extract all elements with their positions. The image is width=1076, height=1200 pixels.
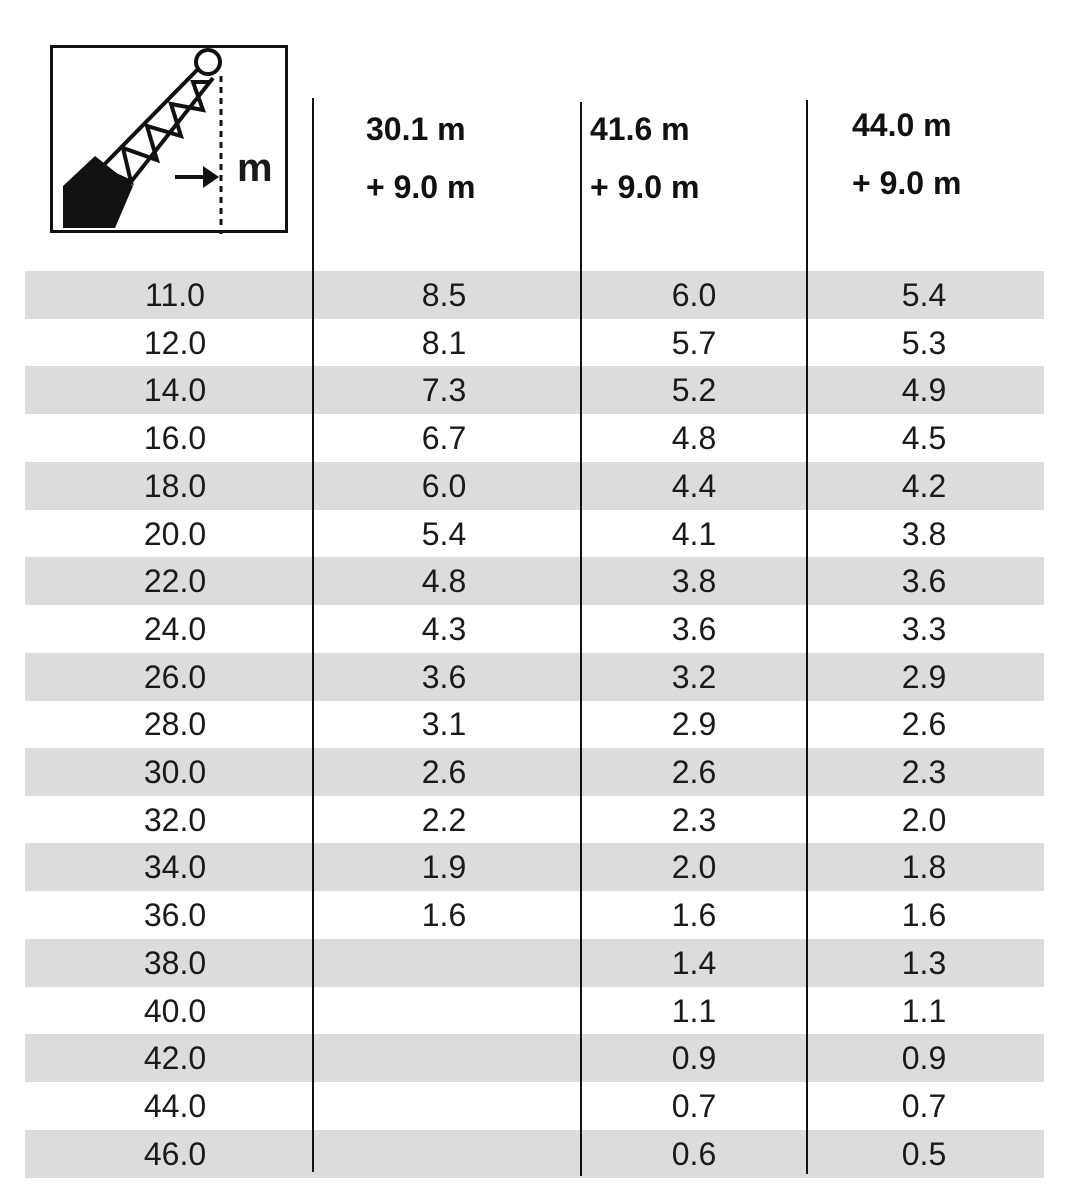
column-header-1 [366, 100, 475, 216]
radius-cell: 32.0 [143, 801, 207, 838]
column-divider [580, 102, 582, 1176]
column-divider [806, 100, 808, 1174]
capacity-cell-col2: 5.7 [671, 324, 717, 361]
table-row [25, 748, 1044, 796]
radius-cell: 40.0 [143, 992, 207, 1029]
capacity-cell-col1: 1.9 [421, 849, 467, 886]
capacity-cell-col2: 3.6 [671, 610, 717, 647]
radius-cell: 28.0 [143, 706, 207, 743]
radius-cell: 18.0 [143, 467, 207, 504]
column-header-3-line2: + 9.0 m [852, 165, 962, 201]
capacity-cell-col3: 1.1 [901, 992, 947, 1029]
table-row [25, 414, 1044, 462]
radius-cell: 30.0 [143, 754, 207, 790]
column-header-2 [590, 100, 699, 216]
capacity-cell-col1: 5.4 [421, 515, 467, 552]
table-row [25, 557, 1044, 605]
radius-cell: 46.0 [143, 1135, 207, 1172]
capacity-cell-col2: 5.2 [671, 372, 717, 409]
capacity-cell-col2: 0.9 [671, 1040, 717, 1077]
capacity-cell-col2: 1.4 [671, 944, 717, 981]
crane-radius-icon [50, 45, 288, 233]
capacity-cell-col2: 4.8 [671, 420, 717, 457]
column-header-3 [852, 96, 961, 212]
table-row [25, 891, 1044, 939]
capacity-cell-col2: 1.6 [671, 897, 717, 934]
radius-cell: 11.0 [145, 277, 205, 313]
column-header-1-line1: 30.1 m [366, 111, 466, 147]
radius-cell: 26.0 [143, 658, 207, 695]
capacity-cell-col2: 4.4 [671, 467, 717, 504]
capacity-cell-col2: 0.7 [671, 1087, 717, 1124]
capacity-cell-col1 [369, 987, 519, 1035]
capacity-cell-col1: 8.5 [421, 277, 467, 313]
radius-cell: 38.0 [143, 944, 207, 981]
table-row [25, 1034, 1044, 1082]
capacity-cell-col3: 3.8 [901, 515, 947, 552]
capacity-cell-col1 [369, 1130, 519, 1178]
capacity-cell-col1: 2.2 [421, 801, 467, 838]
capacity-cell-col2: 6.0 [671, 277, 717, 313]
capacity-cell-col2: 0.6 [671, 1135, 717, 1172]
capacity-cell-col1: 3.1 [421, 706, 467, 743]
column-header-1-line2: + 9.0 m [366, 169, 476, 205]
table-row [25, 843, 1044, 891]
radius-unit-label: m [237, 146, 273, 190]
capacity-cell-col1: 6.7 [421, 420, 467, 457]
capacity-cell-col3: 0.5 [901, 1135, 947, 1172]
table-row [25, 796, 1044, 844]
crane-boom-icon [53, 48, 291, 236]
radius-cell: 22.0 [143, 563, 207, 600]
capacity-cell-col1: 3.6 [421, 658, 467, 695]
table-row [25, 987, 1044, 1035]
capacity-cell-col2: 2.9 [671, 706, 717, 743]
capacity-cell-col3: 1.3 [901, 944, 947, 981]
capacity-cell-col3: 2.0 [901, 801, 947, 838]
capacity-cell-col3: 2.3 [901, 754, 947, 790]
capacity-cell-col3: 2.9 [901, 658, 947, 695]
radius-cell: 16.0 [143, 420, 207, 457]
capacity-cell-col2: 2.0 [671, 849, 717, 886]
capacity-cell-col3: 4.2 [901, 467, 947, 504]
column-divider [312, 98, 314, 1172]
table-row [25, 1082, 1044, 1130]
table-row [25, 605, 1044, 653]
radius-cell: 42.0 [143, 1040, 207, 1077]
table-row [25, 319, 1044, 367]
capacity-cell-col3: 2.6 [901, 706, 947, 743]
capacity-cell-col1: 8.1 [421, 324, 467, 361]
capacity-cell-col1: 4.8 [421, 563, 467, 600]
column-header-3-line1: 44.0 m [852, 107, 952, 143]
capacity-cell-col1 [369, 1082, 519, 1130]
capacity-cell-col3: 0.9 [901, 1040, 947, 1077]
column-header-2-line1: 41.6 m [590, 111, 690, 147]
capacity-cell-col3: 5.4 [901, 277, 947, 313]
table-row [25, 510, 1044, 558]
table-row [25, 700, 1044, 748]
capacity-cell-col1 [369, 1034, 519, 1082]
radius-cell: 44.0 [143, 1087, 207, 1124]
radius-cell: 24.0 [143, 610, 207, 647]
capacity-cell-col2: 2.3 [671, 801, 717, 838]
capacity-cell-col1: 6.0 [421, 467, 467, 504]
capacity-cell-col1 [369, 939, 519, 987]
table-row [25, 271, 1044, 319]
table-row [25, 366, 1044, 414]
capacity-cell-col3: 4.9 [901, 372, 947, 409]
capacity-cell-col2: 3.8 [671, 563, 717, 600]
table-row [25, 939, 1044, 987]
table-row [25, 462, 1044, 510]
radius-cell: 20.0 [143, 515, 207, 552]
capacity-cell-col1: 2.6 [421, 754, 467, 790]
capacity-cell-col3: 1.8 [901, 849, 947, 886]
column-header-2-line2: + 9.0 m [590, 169, 700, 205]
capacity-cell-col2: 2.6 [671, 754, 717, 790]
capacity-cell-col2: 4.1 [671, 515, 717, 552]
radius-cell: 12.0 [143, 324, 207, 361]
capacity-cell-col2: 1.1 [671, 992, 717, 1029]
radius-cell: 14.0 [143, 372, 207, 409]
capacity-cell-col3: 4.5 [901, 420, 947, 457]
capacity-cell-col3: 3.6 [901, 563, 947, 600]
capacity-cell-col1: 1.6 [421, 897, 467, 934]
radius-cell: 36.0 [143, 897, 207, 934]
capacity-cell-col3: 5.3 [901, 324, 947, 361]
table-row [25, 1130, 1044, 1178]
capacity-cell-col3: 3.3 [901, 610, 947, 647]
capacity-cell-col3: 0.7 [901, 1087, 947, 1124]
table-row [25, 653, 1044, 701]
capacity-cell-col2: 3.2 [671, 658, 717, 695]
radius-cell: 34.0 [143, 849, 207, 886]
capacity-cell-col3: 1.6 [901, 897, 947, 934]
capacity-cell-col1: 7.3 [421, 372, 467, 409]
capacity-cell-col1: 4.3 [421, 610, 467, 647]
